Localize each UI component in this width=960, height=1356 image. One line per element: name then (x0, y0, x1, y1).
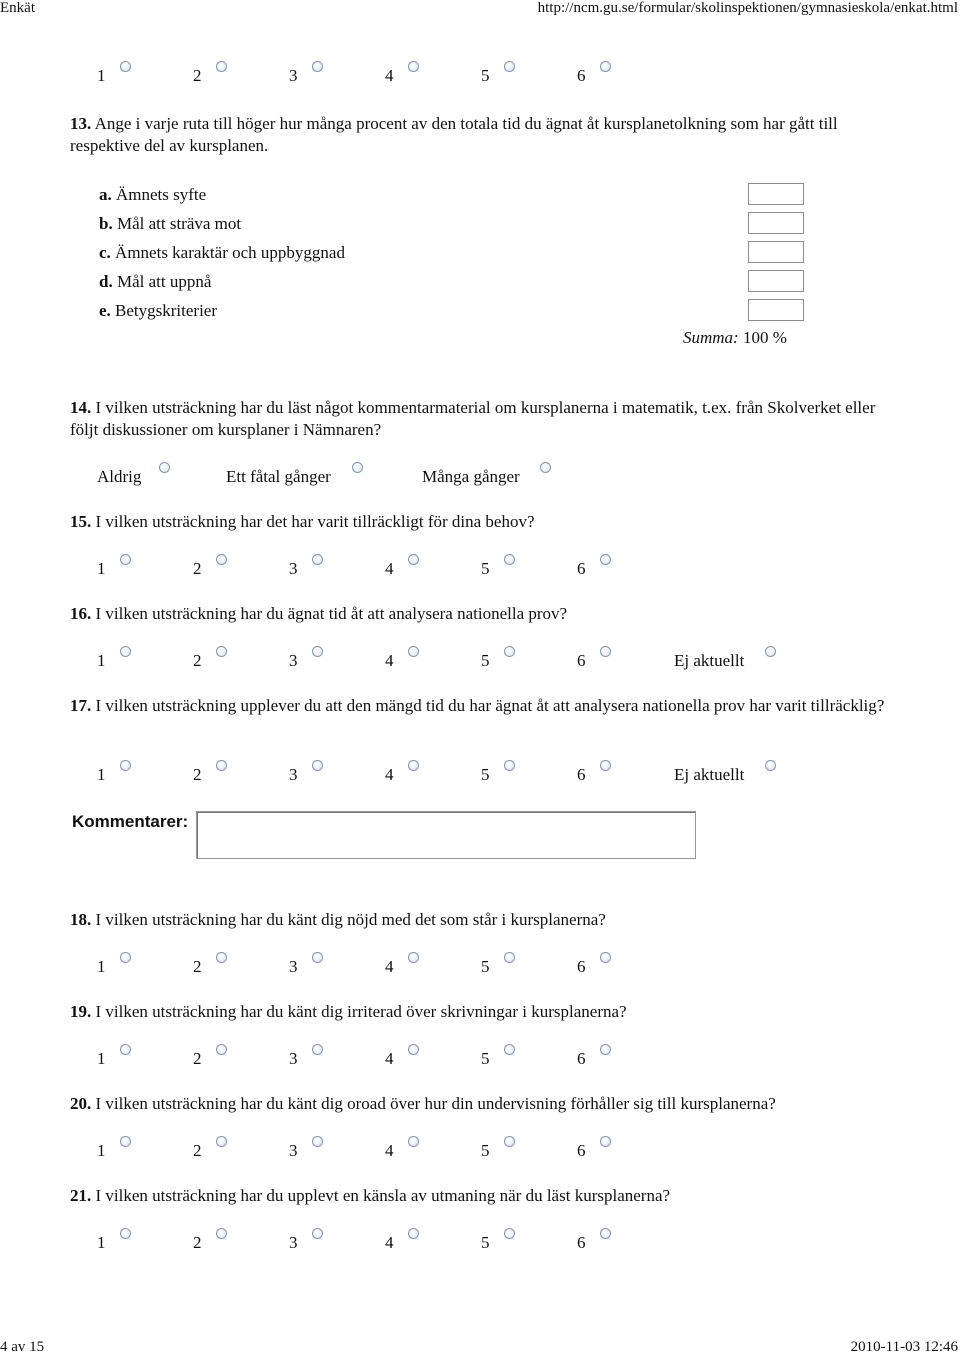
rating-option (289, 1232, 298, 1254)
question-text: I vilken utsträckning har du känt dig oroad över hur din undervisning förhåller sig till kursplanerna? (95, 1094, 776, 1113)
radio-icon[interactable] (312, 646, 323, 657)
radio-icon[interactable] (312, 1136, 323, 1147)
option-ett-fatal: Ett fåtal gånger (226, 466, 331, 488)
rating-label: 2 (193, 66, 202, 85)
rating-option (577, 558, 586, 580)
rating-option (289, 956, 298, 978)
q13-item-c: c. Ämnets karaktär och uppbyggnad (99, 243, 345, 262)
rating-label: 2 (193, 1049, 202, 1068)
question-text: I vilken utsträckning har du känt dig irriterad över skrivningar i kursplanerna? (95, 1002, 627, 1021)
rating-option (97, 1232, 106, 1254)
rating-label: 2 (193, 765, 202, 784)
rating-option (97, 764, 106, 786)
rating-option (97, 650, 106, 672)
question-14 (70, 397, 890, 441)
radio-icon[interactable] (408, 554, 419, 565)
radio-icon[interactable] (600, 554, 611, 565)
rating-label: 5 (481, 651, 490, 670)
q13-item-a: a. Ämnets syfte (99, 185, 207, 204)
question-number: 19. (70, 1002, 92, 1021)
rating-option (481, 956, 490, 978)
rating-option (385, 558, 394, 580)
radio-icon[interactable] (120, 646, 131, 657)
rating-option (289, 65, 298, 87)
question-text: I vilken utsträckning har det har varit tillräckligt för dina behov? (95, 512, 535, 531)
radio-icon[interactable] (312, 1228, 323, 1239)
rating-label: 4 (385, 765, 394, 784)
radio-icon[interactable] (120, 952, 131, 963)
radio-icon[interactable] (765, 646, 776, 657)
option-aldrig: Aldrig (97, 466, 141, 488)
rating-label: 2 (193, 957, 202, 976)
rating-label: 6 (577, 1049, 586, 1068)
rating-option (481, 1232, 490, 1254)
question-number: 20. (70, 1094, 92, 1113)
print-datetime: 2010-11-03 12:46 (850, 1339, 958, 1355)
rating-option (481, 558, 490, 580)
radio-icon[interactable] (120, 1228, 131, 1239)
radio-icon[interactable] (408, 1136, 419, 1147)
question-text: Ange i varje ruta till höger hur många procent av den totala tid du ägnat åt kursplanetolkning som har gått till respektive del av kursplanen. (70, 114, 838, 155)
rating-option (193, 650, 202, 672)
radio-icon[interactable] (600, 1044, 611, 1055)
question-18 (70, 909, 890, 931)
question-text: I vilken utsträckning upplever du att den mängd tid du har ägnat åt att analysera nationella prov har varit tillräcklig? (95, 696, 885, 715)
radio-icon[interactable] (504, 1044, 515, 1055)
radio-icon[interactable] (312, 952, 323, 963)
rating-label: Ej aktuellt (674, 651, 745, 670)
radio-icon[interactable] (216, 952, 227, 963)
rating-option (577, 764, 586, 786)
rating-option-not-applicable (674, 764, 744, 786)
percent-input-e[interactable] (748, 299, 804, 321)
rating-option (385, 1048, 394, 1070)
radio-icon[interactable] (765, 760, 776, 771)
radio-icon[interactable] (540, 462, 551, 473)
rating-label: 6 (577, 559, 586, 578)
radio-icon[interactable] (600, 760, 611, 771)
rating-label: 1 (97, 559, 106, 578)
radio-icon[interactable] (312, 760, 323, 771)
radio-icon[interactable] (216, 646, 227, 657)
question-13 (70, 113, 890, 157)
question-text: I vilken utsträckning har du känt dig nöjd med det som står i kursplanerna? (95, 910, 606, 929)
rating-option (577, 1140, 586, 1162)
rating-option (481, 764, 490, 786)
rating-label: 2 (193, 1233, 202, 1252)
rating-option (577, 1232, 586, 1254)
rating-option (385, 1140, 394, 1162)
rating-label: 1 (97, 1049, 106, 1068)
rating-label: 3 (289, 957, 298, 976)
summa-label: Summa: (683, 328, 739, 347)
rating-option (289, 558, 298, 580)
radio-icon[interactable] (216, 61, 227, 72)
rating-label: 2 (193, 1141, 202, 1160)
radio-icon[interactable] (504, 760, 515, 771)
radio-icon[interactable] (408, 1228, 419, 1239)
question-15 (70, 511, 890, 533)
percent-input-c[interactable] (748, 241, 804, 263)
rating-option (577, 65, 586, 87)
rating-label: 6 (577, 957, 586, 976)
radio-icon[interactable] (312, 61, 323, 72)
rating-option (193, 764, 202, 786)
q13-item-b: b. Mål att sträva mot (99, 214, 242, 233)
radio-icon[interactable] (216, 1044, 227, 1055)
rating-option (289, 650, 298, 672)
summa-value: 100 % (742, 328, 787, 347)
radio-icon[interactable] (312, 554, 323, 565)
rating-label: 4 (385, 559, 394, 578)
rating-label: 2 (193, 559, 202, 578)
rating-label: 6 (577, 66, 586, 85)
page-title: Enkät (0, 0, 35, 16)
rating-option (97, 558, 106, 580)
rating-label: 4 (385, 651, 394, 670)
rating-label: 3 (289, 765, 298, 784)
question-number: 13. (70, 114, 92, 133)
rating-label: 3 (289, 1049, 298, 1068)
rating-label: 3 (289, 66, 298, 85)
rating-label: 6 (577, 1233, 586, 1252)
rating-label: 4 (385, 1141, 394, 1160)
rating-label: 1 (97, 651, 106, 670)
comments-label: Kommentarer: (72, 812, 189, 831)
rating-label: 3 (289, 1233, 298, 1252)
rating-label: 1 (97, 1141, 106, 1160)
radio-icon[interactable] (504, 1136, 515, 1147)
rating-label: 5 (481, 559, 490, 578)
radio-icon[interactable] (216, 554, 227, 565)
radio-icon[interactable] (120, 1044, 131, 1055)
radio-icon[interactable] (600, 952, 611, 963)
radio-icon[interactable] (120, 1136, 131, 1147)
radio-icon[interactable] (408, 952, 419, 963)
option-manga: Många gånger (422, 466, 520, 488)
rating-option (193, 65, 202, 87)
rating-option (193, 558, 202, 580)
question-17 (70, 695, 890, 717)
radio-icon[interactable] (159, 462, 170, 473)
question-number: 17. (70, 696, 92, 715)
radio-icon[interactable] (408, 646, 419, 657)
radio-icon[interactable] (120, 760, 131, 771)
question-text: I vilken utsträckning har du ägnat tid åt att analysera nationella prov? (95, 604, 568, 623)
radio-icon[interactable] (216, 1136, 227, 1147)
question-19 (70, 1001, 890, 1023)
radio-icon[interactable] (600, 646, 611, 657)
rating-option (385, 650, 394, 672)
rating-option (481, 1048, 490, 1070)
question-16 (70, 603, 890, 625)
rating-label: 6 (577, 765, 586, 784)
question-number: 18. (70, 910, 92, 929)
page-number: 4 av 15 (0, 1339, 45, 1355)
rating-label: 3 (289, 1141, 298, 1160)
rating-label: 2 (193, 651, 202, 670)
rating-label: 6 (577, 1141, 586, 1160)
radio-icon[interactable] (352, 462, 363, 473)
question-text: I vilken utsträckning har du läst något kommentarmaterial om kursplanerna i matematik, t.ex. från Skolverket eller följt diskussioner om kursplaner i Nämnaren? (70, 398, 876, 439)
rating-option (97, 1140, 106, 1162)
question-text: I vilken utsträckning har du upplevt en känsla av utmaning när du läst kursplanerna? (95, 1186, 671, 1205)
rating-option (481, 650, 490, 672)
rating-label: 5 (481, 1233, 490, 1252)
rating-label: 5 (481, 1141, 490, 1160)
radio-icon[interactable] (504, 61, 515, 72)
rating-option (385, 764, 394, 786)
radio-icon[interactable] (408, 61, 419, 72)
rating-label: 6 (577, 651, 586, 670)
radio-icon[interactable] (504, 554, 515, 565)
rating-option (193, 1140, 202, 1162)
radio-icon[interactable] (120, 554, 131, 565)
percent-input-d[interactable] (748, 270, 804, 292)
radio-icon[interactable] (216, 760, 227, 771)
rating-label: 3 (289, 559, 298, 578)
question-number: 21. (70, 1186, 92, 1205)
radio-icon[interactable] (600, 61, 611, 72)
rating-option (97, 1048, 106, 1070)
rating-label: 5 (481, 957, 490, 976)
rating-option (97, 65, 106, 87)
radio-icon[interactable] (504, 1228, 515, 1239)
rating-label: Ej aktuellt (674, 765, 745, 784)
rating-option (385, 65, 394, 87)
rating-option (577, 1048, 586, 1070)
radio-icon[interactable] (408, 760, 419, 771)
rating-label: 4 (385, 957, 394, 976)
rating-option (481, 1140, 490, 1162)
rating-option (193, 1048, 202, 1070)
rating-option (577, 650, 586, 672)
summa (683, 328, 787, 348)
radio-icon[interactable] (504, 646, 515, 657)
page-url: http://ncm.gu.se/formular/skolinspektionen/gymnasieskola/enkat.html (537, 0, 958, 16)
rating-label: 4 (385, 66, 394, 85)
rating-label: 5 (481, 1049, 490, 1068)
rating-label: 5 (481, 66, 490, 85)
rating-option (289, 1140, 298, 1162)
percent-input-b[interactable] (748, 212, 804, 234)
rating-label: 4 (385, 1233, 394, 1252)
radio-icon[interactable] (120, 61, 131, 72)
rating-option (193, 956, 202, 978)
rating-label: 1 (97, 1233, 106, 1252)
question-number: 16. (70, 604, 92, 623)
rating-option (385, 956, 394, 978)
rating-option-not-applicable (674, 650, 744, 672)
question-21 (70, 1185, 890, 1207)
rating-option (97, 956, 106, 978)
rating-label: 1 (97, 765, 106, 784)
radio-icon[interactable] (600, 1136, 611, 1147)
radio-icon[interactable] (216, 1228, 227, 1239)
rating-label: 5 (481, 765, 490, 784)
comments-textarea[interactable] (196, 811, 696, 859)
rating-option (289, 764, 298, 786)
question-number: 15. (70, 512, 92, 531)
rating-label: 4 (385, 1049, 394, 1068)
radio-icon[interactable] (504, 952, 515, 963)
rating-label: 3 (289, 651, 298, 670)
radio-icon[interactable] (600, 1228, 611, 1239)
rating-option (193, 1232, 202, 1254)
q13-item-e: e. Betygskriterier (99, 301, 218, 320)
rating-label: 1 (97, 66, 106, 85)
radio-icon[interactable] (312, 1044, 323, 1055)
rating-option (577, 956, 586, 978)
question-20 (70, 1093, 890, 1115)
rating-option (481, 65, 490, 87)
rating-option (289, 1048, 298, 1070)
rating-option (385, 1232, 394, 1254)
rating-label: 1 (97, 957, 106, 976)
radio-icon[interactable] (408, 1044, 419, 1055)
q13-item-d: d. Mål att uppnå (99, 272, 212, 291)
question-number: 14. (70, 398, 92, 417)
percent-input-a[interactable] (748, 183, 804, 205)
